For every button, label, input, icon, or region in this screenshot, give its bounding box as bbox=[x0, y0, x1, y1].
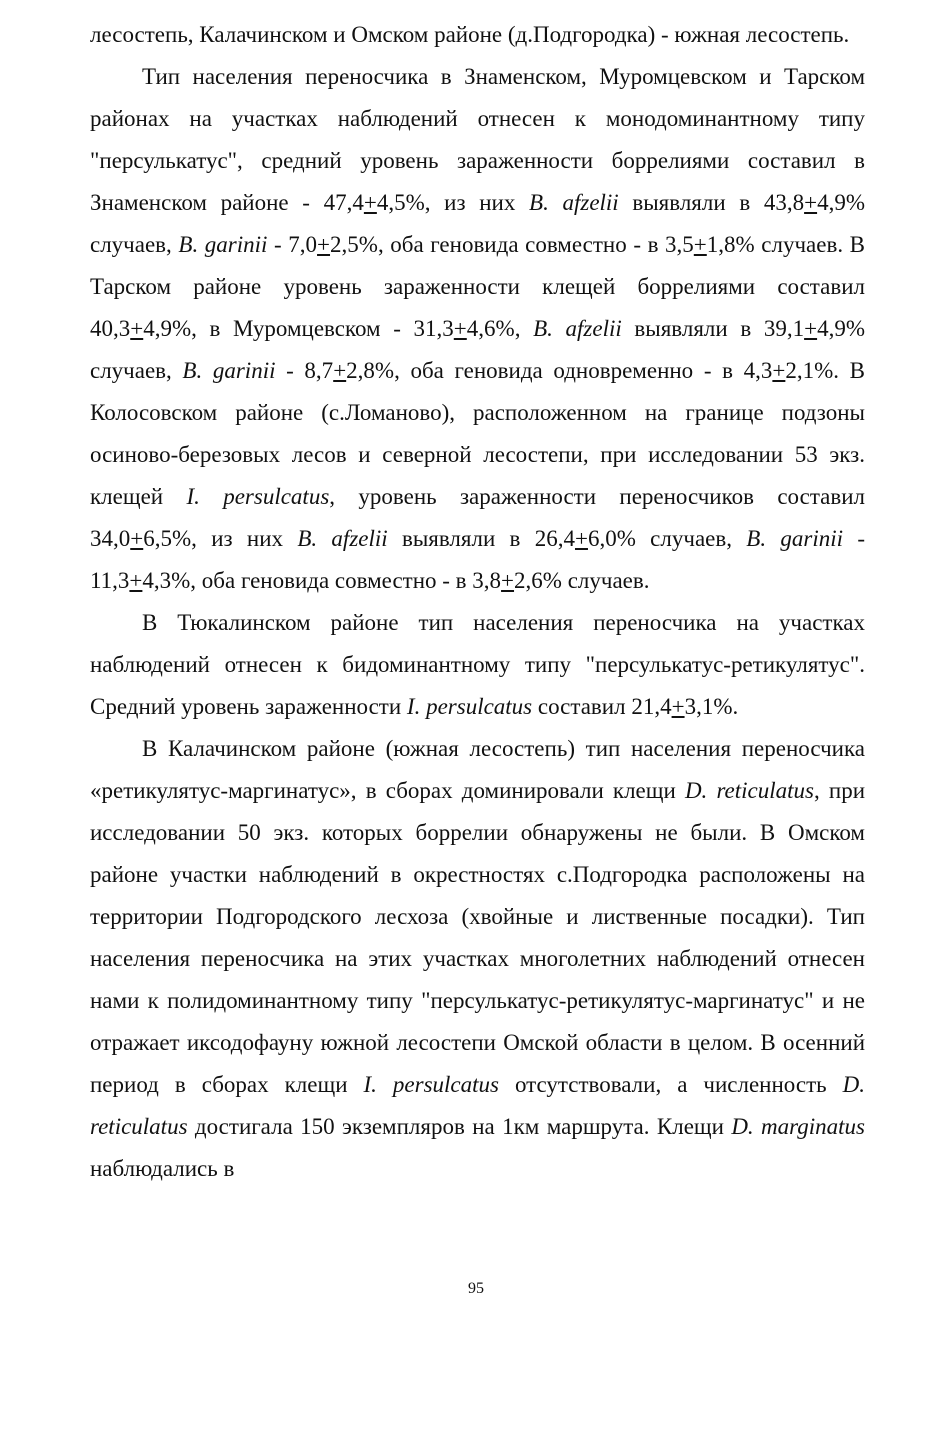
paragraph-0 bbox=[90, 14, 865, 56]
text-run: наблюдались в bbox=[90, 1156, 235, 1181]
text-run: выявляли в 39,1 bbox=[621, 316, 805, 341]
text-run: , при исследовании 50 экз. которых боррелии обнаружены не были. В Омском районе участки наблюдений в окрестностях с.Подгородка расположены на территории Подгородского лесхоза (хвойные и лиственные посадки). Тип населения переносчика на этих участках многолетних наблюдений отнесен нами к полидоминантному типу "персулькатус-ретикулятус-маргинатус" и не отражает иксодофауну южной лесостепи Омской области в целом. В осенний период в сборах клещи bbox=[90, 778, 865, 1097]
text-run: , уровень зараженности переносчиков составил 34,0 bbox=[90, 484, 866, 551]
plus-minus-sign: + bbox=[130, 316, 144, 341]
plus-minus-sign: + bbox=[317, 232, 331, 257]
plus-minus-sign: + bbox=[574, 526, 588, 551]
text-run: - 11,3 bbox=[90, 526, 865, 593]
text-run: 2,1%. В Колосовском районе (с.Ломаново), расположенном на границе подзоны осиново-березовых лесов и северной лесостепи, при исследовании 53 экз. клещей bbox=[90, 358, 865, 509]
species-name: B. afzelii bbox=[529, 190, 619, 215]
text-run: составил 21,4 bbox=[532, 694, 672, 719]
text-run: 3,1%. bbox=[684, 694, 739, 719]
plus-minus-sign: + bbox=[671, 694, 685, 719]
species-name: B. garinii bbox=[178, 232, 268, 257]
text-run: выявляли в 43,8 bbox=[618, 190, 805, 215]
text-run: 4,5%, из них bbox=[376, 190, 530, 215]
species-name: I. persulcatus bbox=[363, 1072, 499, 1097]
text-run: 4,9%, в Муромцевском - 31,3 bbox=[143, 316, 454, 341]
plus-minus-sign: + bbox=[772, 358, 786, 383]
text-run: 2,5%, оба геновида совместно - в 3,5 bbox=[330, 232, 694, 257]
plus-minus-sign: + bbox=[501, 568, 515, 593]
text-run: выявляли в 26,4 bbox=[387, 526, 575, 551]
species-name: D. reticulatus bbox=[90, 1072, 865, 1139]
species-name: B. garinii bbox=[746, 526, 844, 551]
text-run: В Калачинском районе (южная лесостепь) тип населения переносчика «ретикулятус-маргинатус», в сборах доминировали клещи bbox=[90, 736, 865, 803]
plus-minus-sign: + bbox=[453, 316, 467, 341]
species-name: I. persulcatus bbox=[406, 694, 533, 719]
page-number: 95 bbox=[468, 1280, 484, 1297]
plus-minus-sign: + bbox=[804, 190, 818, 215]
text-run: 4,6%, bbox=[466, 316, 534, 341]
text-run: В Тюкалинском районе тип населения переносчика на участках наблюдений отнесен к бидоминантному типу "персулькатус-ретикулятус". Средний уровень зараженности bbox=[90, 610, 865, 719]
text-run: 4,9% случаев, bbox=[90, 190, 865, 257]
plus-minus-sign: + bbox=[130, 526, 144, 551]
species-name: B. garinii bbox=[182, 358, 276, 383]
text-run: достигала 150 экземпляров на 1км маршрута. Клещи bbox=[187, 1114, 732, 1139]
species-name: D. reticulatus bbox=[684, 778, 814, 803]
text-run: 1,8% случаев. В Тарском районе уровень зараженности клещей боррелиями составил 40,3 bbox=[90, 232, 866, 341]
plus-minus-sign: + bbox=[693, 232, 707, 257]
paragraph-1 bbox=[90, 56, 865, 602]
text-run: лесостепь, Калачинском и Омском районе (д.Подгородка) - южная лесостепь. bbox=[90, 22, 850, 47]
species-name: I. persulcatus bbox=[186, 484, 330, 509]
plus-minus-sign: + bbox=[129, 568, 143, 593]
plus-minus-sign: + bbox=[804, 316, 818, 341]
text-run: 4,3%, оба геновида совместно - в 3,8 bbox=[142, 568, 502, 593]
plus-minus-sign: + bbox=[333, 358, 347, 383]
text-run: 6,5%, из них bbox=[143, 526, 298, 551]
paragraph-3 bbox=[90, 728, 865, 1190]
paragraph-2 bbox=[90, 602, 865, 728]
species-name: D. marginatus bbox=[731, 1114, 865, 1139]
text-run: 2,6% случаев. bbox=[514, 568, 650, 593]
text-run: - 8,7 bbox=[275, 358, 334, 383]
text-run: 6,0% случаев, bbox=[587, 526, 747, 551]
text-run: 2,8%, оба геновида одновременно - в 4,3 bbox=[346, 358, 773, 383]
text-run: отсутствовали, а численность bbox=[498, 1072, 843, 1097]
text-run: 4,9% случаев, bbox=[90, 316, 865, 383]
text-run: Тип населения переносчика в Знаменском, Муромцевском и Тарском районах на участках наблюдений отнесен к монодоминантному типу "персулькатус", средний уровень зараженности боррелиями составил в Знаменском районе - 47,4 bbox=[90, 64, 865, 215]
species-name: B. afzelii bbox=[533, 316, 622, 341]
text-run: - 7,0 bbox=[267, 232, 318, 257]
document-body bbox=[90, 14, 865, 1190]
species-name: B. afzelii bbox=[297, 526, 388, 551]
plus-minus-sign: + bbox=[363, 190, 377, 215]
